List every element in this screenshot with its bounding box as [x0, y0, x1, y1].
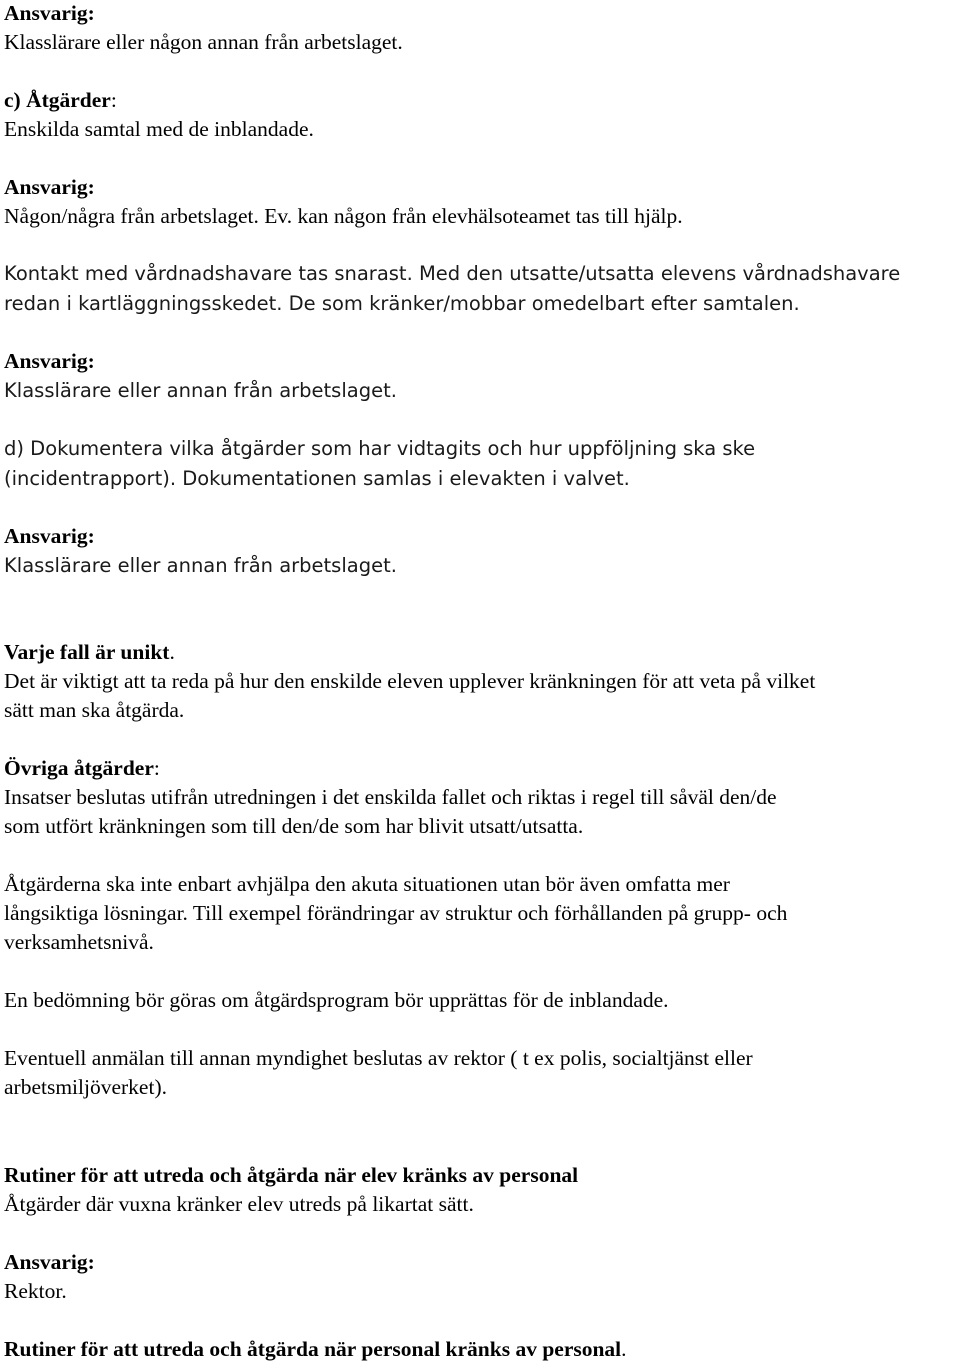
section-d-line-2: (incidentrapport). Dokumentationen samlas i elevakten i valvet. — [4, 467, 630, 490]
other-measures-heading — [4, 758, 160, 780]
section-c-heading-bold: c) Åtgärder — [4, 88, 111, 112]
principal-text: Rektor. — [4, 1279, 67, 1303]
long-term-text-line-3: verksamhetsnivå. — [4, 930, 154, 954]
responsible-text: Klasslärare eller annan från arbetslaget. — [4, 379, 397, 402]
responsible-text: Någon/några från arbetslaget. Ev. kan någon från elevhälsoteamet tas till hjälp. — [4, 204, 683, 228]
responsible-text: Klasslärare eller annan från arbetslaget. — [4, 554, 397, 577]
unique-case-heading-bold: Varje fall är unikt — [4, 640, 170, 664]
contact-paragraph-line-2: redan i kartläggningsskedet. De som kränker/mobbar omedelbart efter samtalen. — [4, 292, 800, 315]
staff-to-staff-heading-dot: . — [621, 1337, 627, 1361]
staff-to-student-text: Åtgärder där vuxna kränker elev utreds på likartat sätt. — [4, 1192, 474, 1216]
unique-case-heading-dot: . — [169, 640, 175, 664]
long-term-text-line-2: långsiktiga lösningar. Till exempel förändringar av struktur och förhållanden på grupp- och — [4, 901, 788, 925]
other-measures-heading-bold: Övriga åtgärder — [4, 756, 154, 780]
contact-paragraph-line-1: Kontakt med vårdnadshavare tas snarast. Med den utsatte/utsatta elevens vårdnadshavare — [4, 262, 901, 285]
staff-to-staff-heading-bold: Rutiner för att utreda och åtgärda när personal kränks av personal — [4, 1337, 622, 1361]
staff-to-student-heading: Rutiner för att utreda och åtgärda när elev kränks av personal — [4, 1163, 579, 1187]
responsible-label: Ansvarig: — [4, 1, 95, 25]
responsible-label: Ansvarig: — [4, 349, 95, 373]
other-measures-heading-colon: : — [153, 756, 160, 780]
section-c-heading-colon: : — [110, 88, 117, 112]
measures-text-line-2: som utfört kränkningen som till den/de som har blivit utsatt/utsatta. — [4, 814, 584, 838]
responsible-text: Klasslärare eller någon annan från arbetslaget. — [4, 30, 403, 54]
responsible-label: Ansvarig: — [4, 524, 95, 548]
assessment-text: En bedömning bör göras om åtgärdsprogram bör upprättas för de inblandade. — [4, 988, 669, 1012]
staff-to-staff-heading — [4, 1339, 627, 1361]
responsible-label: Ansvarig: — [4, 1250, 95, 1274]
unique-case-text-line-1: Det är viktigt att ta reda på hur den enskilde eleven upplever kränkningen för att veta på vilket — [4, 669, 816, 693]
section-d-line-1: d) Dokumentera vilka åtgärder som har vidtagits och hur uppföljning ska ske — [4, 437, 756, 460]
unique-case-text-line-2: sätt man ska åtgärda. — [4, 698, 185, 722]
section-c-heading — [4, 90, 117, 112]
unique-case-heading — [4, 642, 175, 664]
responsible-label: Ansvarig: — [4, 175, 95, 199]
report-text-line-1: Eventuell anmälan till annan myndighet beslutas av rektor ( t ex polis, socialtjänst eller — [4, 1046, 753, 1070]
section-c-text: Enskilda samtal med de inblandade. — [4, 117, 314, 141]
report-text-line-2: arbetsmiljöverket). — [4, 1075, 167, 1099]
measures-text-line-1: Insatser beslutas utifrån utredningen i det enskilda fallet och riktas i regel till såväl den/de — [4, 785, 777, 809]
long-term-text-line-1: Åtgärderna ska inte enbart avhjälpa den akuta situationen utan bör även omfatta mer — [4, 872, 730, 896]
